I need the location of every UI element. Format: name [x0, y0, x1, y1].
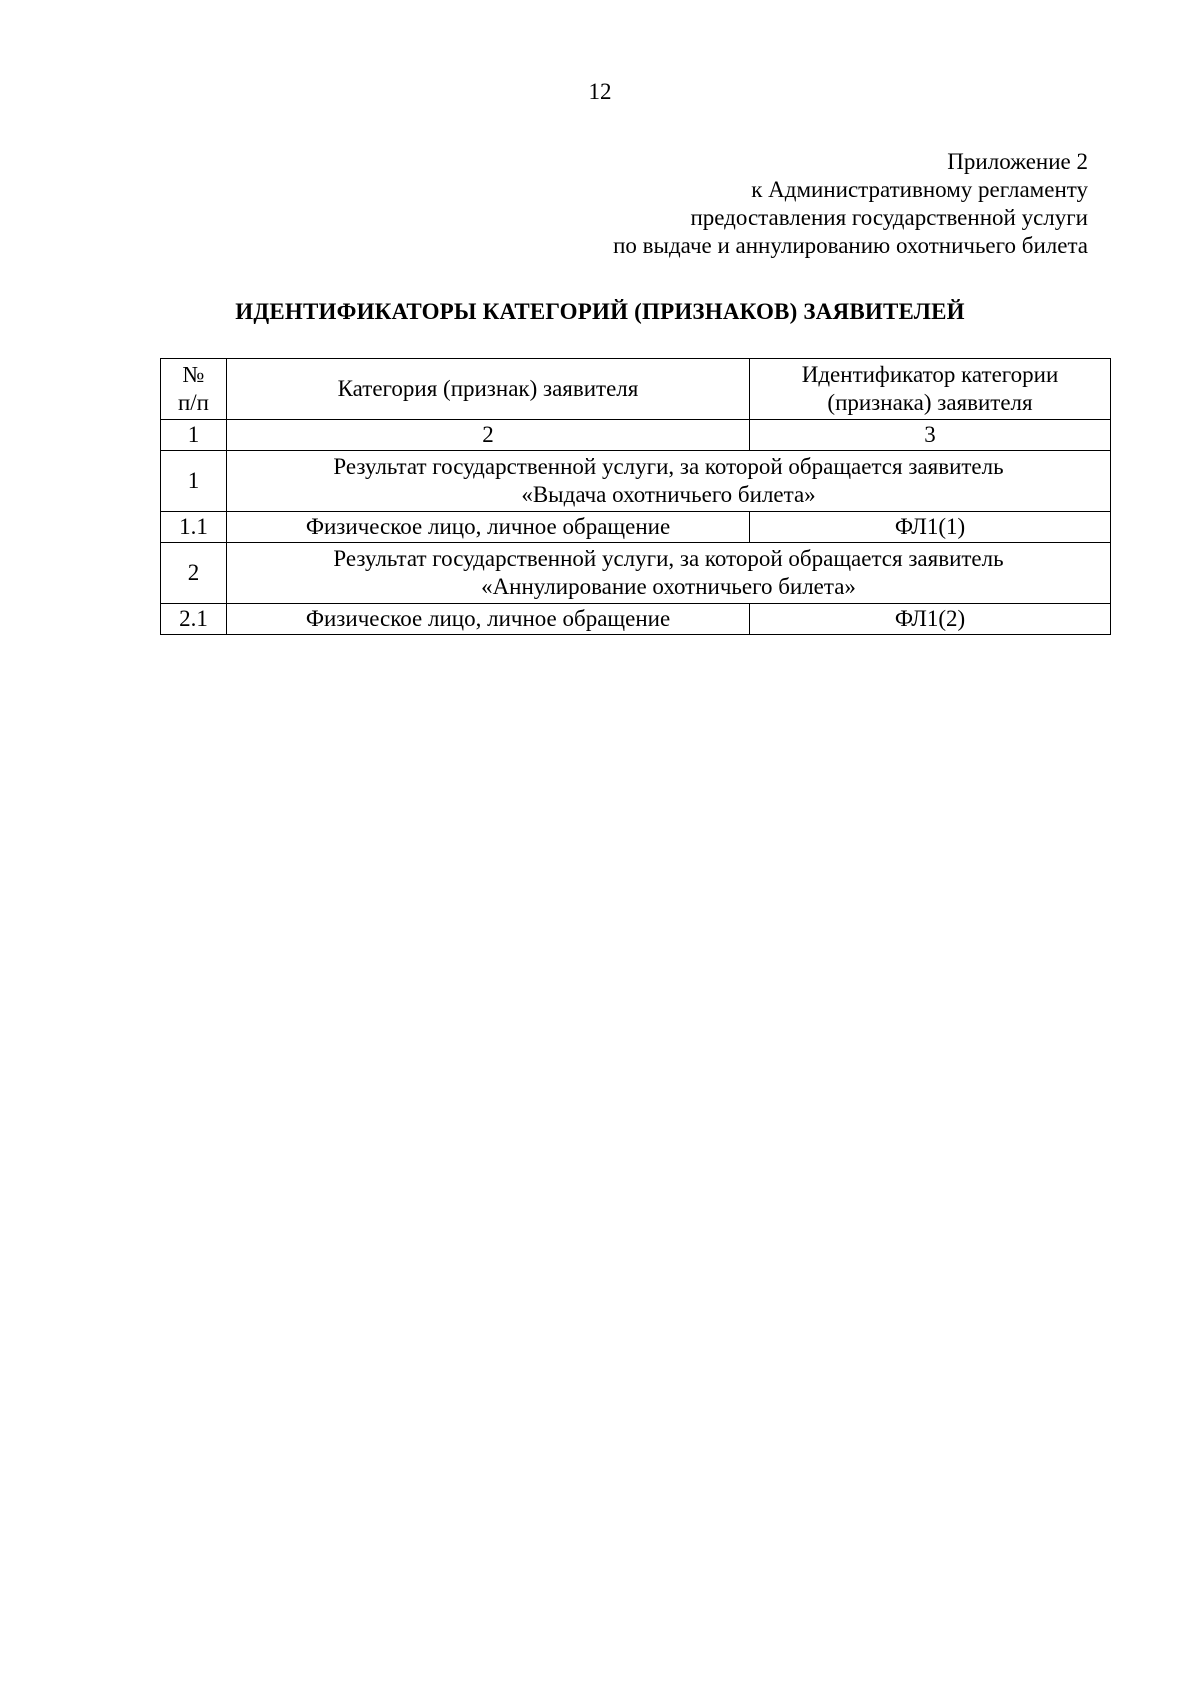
table-row [161, 512, 1111, 543]
table-row [161, 604, 1111, 635]
column-number-cell: 2 [227, 420, 750, 451]
service-result-line: «Аннулирование охотничьего билета» [481, 574, 856, 599]
appendix-line: по выдаче и аннулированию охотничьего билета [613, 233, 1088, 258]
table-row [161, 451, 1111, 512]
header-number-cell [161, 359, 227, 420]
header-number-line: № [182, 362, 205, 387]
column-number-cell: 1 [161, 420, 227, 451]
header-identifier-cell [750, 359, 1111, 420]
table-header-row [161, 359, 1111, 420]
service-result-line: «Выдача охотничьего билета» [521, 482, 816, 507]
identifier-cell: ФЛ1(1) [750, 512, 1111, 543]
header-number-line: п/п [177, 390, 209, 415]
row-number-cell: 1.1 [161, 512, 227, 543]
header-identifier-line: Идентификатор категории [801, 362, 1059, 387]
service-result-line: Результат государственной услуги, за которой обращается заявитель [333, 454, 1004, 479]
page-number: 12 [588, 79, 612, 104]
column-numbers-row [161, 420, 1111, 451]
appendix-line: Приложение 2 [947, 149, 1088, 174]
identifier-cell: ФЛ1(2) [750, 604, 1111, 635]
header-identifier-line: (признака) заявителя [827, 390, 1033, 415]
document-title: ИДЕНТИФИКАТОРЫ КАТЕГОРИЙ (ПРИЗНАКОВ) ЗАЯВИТЕЛЕЙ [235, 299, 965, 324]
identifiers-table [160, 358, 1111, 635]
row-number-cell: 2 [161, 543, 227, 604]
table-row [161, 543, 1111, 604]
category-cell: Физическое лицо, личное обращение [227, 604, 750, 635]
category-cell: Физическое лицо, личное обращение [227, 512, 750, 543]
row-number-cell: 1 [161, 451, 227, 512]
column-number-cell: 3 [750, 420, 1111, 451]
header-category-cell: Категория (признак) заявителя [227, 359, 750, 420]
service-result-line: Результат государственной услуги, за которой обращается заявитель [333, 546, 1004, 571]
appendix-line: предоставления государственной услуги [690, 205, 1088, 230]
row-number-cell: 2.1 [161, 604, 227, 635]
service-result-cell [227, 451, 1111, 512]
appendix-reference [613, 148, 1088, 260]
appendix-line: к Административному регламенту [751, 177, 1088, 202]
service-result-cell [227, 543, 1111, 604]
